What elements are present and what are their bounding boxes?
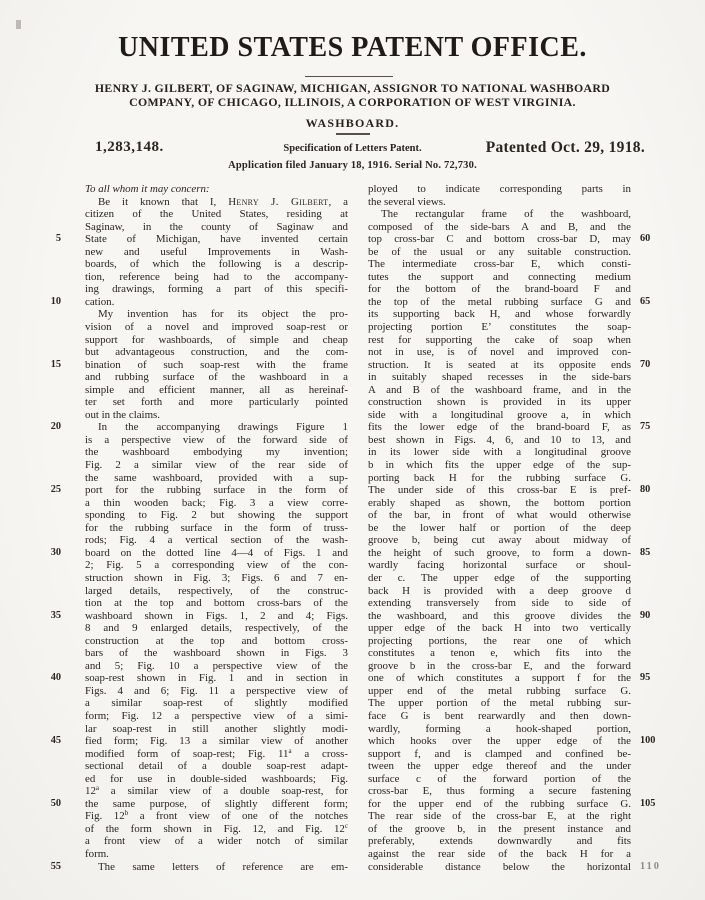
text-line: [50, 295, 348, 309]
text-line: [85, 710, 348, 723]
text-line: [368, 421, 651, 434]
text-line-content: for the bottom of the brand-board F and: [368, 283, 631, 296]
text-line: [85, 221, 348, 234]
text-line-content: the washboard, and this groove divides the: [368, 609, 631, 622]
text-line-content: tion at the top and bottom cross-bars of the: [85, 597, 348, 610]
text-line-content: construction at the top and bottom cross-: [85, 634, 348, 647]
text-line-content: projecting portions, the rear one of which: [368, 634, 631, 647]
text-line: [85, 685, 348, 698]
text-line: [50, 358, 348, 372]
text-line-content: ployed to indicate corresponding parts in: [368, 183, 631, 195]
text-line-content: bination of such soap-rest with the frame: [85, 358, 348, 371]
text-line-content: washboard shown in Figs. 1, 2 and 4; Figs.: [85, 609, 348, 622]
text-line-content: The rear side of the cross-bar E, at the right: [368, 810, 631, 823]
line-number: 15: [50, 358, 61, 370]
text-line: [368, 546, 651, 560]
text-line: [55, 233, 348, 246]
text-line: [368, 723, 631, 736]
text-line-content: upper edge of the back H into two vertically: [368, 622, 631, 635]
text-line-content: The rectangular frame of the washboard,: [381, 208, 631, 221]
text-line-content: ed for use in double-sided washboards; Fig.: [85, 772, 348, 785]
line-number: 100: [640, 735, 656, 747]
specification-label: Specification of Letters Patent.: [283, 143, 422, 154]
line-number: 105: [640, 797, 656, 809]
text-line-content: construction shown is provided in its upper: [368, 396, 631, 409]
text-line: [85, 597, 348, 610]
text-line-content: a thin wooden back; Fig. 3 a view corre-: [85, 496, 348, 509]
text-line: [368, 334, 631, 347]
text-line: [368, 396, 631, 409]
text-line: [85, 823, 348, 836]
text-line-content: face G is bent rearwardly and then down-: [368, 709, 631, 722]
text-line: [368, 835, 631, 848]
text-line-content: Be it known that I, Henry J. Gilbert, a: [98, 195, 348, 208]
text-line-content: for the rubbing surface in the form of truss-: [85, 521, 348, 534]
patented-date: Patented Oct. 29, 1918.: [485, 139, 645, 156]
text-line-content: rods; Fig. 4 a vertical section of the wash-: [85, 534, 348, 547]
text-line-content: groove b, being cut away about midway of: [368, 534, 631, 547]
text-line-content: My invention has for its object the pro-: [98, 308, 348, 321]
text-line-content: simple and efficient manner, all as hereinaf-: [85, 383, 348, 396]
text-line-content: the washboard embodying my invention;: [85, 446, 348, 459]
text-line: [50, 735, 348, 748]
text-line: [368, 295, 651, 309]
text-line-content: upper end of the metal rubbing surface G.: [368, 684, 631, 697]
text-line-content: the height of such groove, to form a down-: [368, 546, 631, 559]
line-number: 35: [50, 609, 61, 621]
text-line-content: in suitably shaped recesses in the side-bars: [368, 371, 631, 384]
text-line-content: back H is provided with a deep groove d: [368, 584, 631, 597]
text-line-content: against the rear side of the back H for a: [368, 847, 631, 860]
text-line: [368, 271, 631, 284]
text-line: [368, 283, 631, 296]
text-line-content: fied form; Fig. 13 a similar view of another: [85, 735, 348, 748]
line-number: 110: [640, 860, 661, 872]
text-line-content: projecting portion E’ constitutes the soap-: [368, 321, 631, 334]
text-line-content: of the groove b, in the present instance and: [368, 822, 631, 835]
text-line-content: lar soap-rest in still another slightly modi-: [85, 722, 348, 735]
text-line-content: board on the dotted line 4—4 of Figs. 1 and: [85, 546, 348, 559]
text-line-content: not in use, is of novel and improved con-: [368, 346, 631, 359]
grant-line-2: COMPANY, OF CHICAGO, ILLINOIS, A CORPORATION OF WEST VIRGINIA.: [129, 94, 576, 109]
text-line-content: composed of the side-bars A and B, and the: [368, 220, 631, 233]
text-line-content: A and B of the washboard frame, and in the: [368, 383, 631, 396]
text-line-content: groove b in the cross-bar E, and the forward: [368, 659, 631, 672]
text-line-content: The upper portion of the metal rubbing sur-: [368, 697, 631, 710]
text-line-content: tutes the support and connecting medium: [368, 270, 631, 283]
text-line-content: in its lower side with a longitudinal groove: [368, 446, 631, 459]
text-line: [368, 622, 631, 635]
text-line-content: but advantageous construction, and the com-: [85, 346, 348, 359]
text-line: [368, 459, 631, 472]
text-line: [368, 434, 631, 447]
text-line: [85, 848, 348, 861]
text-line: [368, 635, 631, 648]
text-line: [50, 484, 348, 497]
text-line-content: porting back H for the rubbing surface G.: [368, 471, 631, 484]
text-line-content: larged details, respectively, of the construc-: [85, 584, 348, 597]
text-line: [85, 384, 348, 397]
text-line: [368, 497, 631, 510]
text-line: [85, 497, 348, 510]
line-number: 60: [640, 233, 651, 245]
text-line-content: the same purpose, of slightly different form;: [85, 797, 348, 810]
text-line-content: struction shown in Fig. 3; Figs. 6 and 7 en-: [85, 571, 348, 584]
line-number: 30: [50, 546, 61, 558]
text-line-content: modified form of soap-rest; Fig. 11$^a$ a cross-: [85, 746, 348, 760]
text-line: [85, 572, 348, 585]
line-number: 50: [50, 797, 61, 809]
invention-title: WASHBOARD.: [305, 116, 400, 130]
text-line: [85, 760, 348, 773]
text-line: [50, 672, 348, 685]
text-line: [85, 559, 348, 572]
text-line-content: 12$^a$ a similar view of a double soap-rest, for: [85, 784, 348, 798]
line-number: 45: [50, 735, 61, 747]
text-line: [368, 221, 631, 234]
text-line-content: be the lower half or portion of the deep: [368, 521, 631, 534]
text-line: [85, 472, 348, 485]
text-line-content: is a perspective view of the forward side of: [85, 433, 348, 446]
text-line: [368, 710, 631, 723]
text-line-content: fits the lower edge of the brand-board F, as: [368, 421, 631, 434]
text-line-content: vision of a novel and improved soap-rest or: [85, 321, 348, 334]
text-line-content: the top of the metal rubbing surface G and: [368, 295, 631, 308]
text-line: [85, 346, 348, 359]
text-line: [368, 697, 631, 710]
text-line-content: Figs. 4 and 6; Fig. 11 a perspective view of: [85, 684, 348, 697]
text-line-content: erably shaped as shown, the bottom portion: [368, 496, 631, 509]
text-line: [368, 233, 651, 246]
text-line-content: be of the usual or any suitable construction.: [368, 245, 631, 258]
text-line: [368, 308, 631, 321]
text-line: [85, 660, 348, 673]
text-line-content: 2; Fig. 5 a corresponding view of the con-: [85, 559, 348, 572]
text-line: [368, 484, 651, 497]
text-line: [368, 685, 631, 698]
text-line: [50, 860, 348, 874]
text-line-content: Fig. 12$^b$ a front view of one of the notches: [85, 809, 348, 823]
text-line-content: top cross-bar C and bottom cross-bar D, may: [368, 233, 631, 246]
text-line: [368, 371, 631, 384]
text-line-content: of the form shown in Fig. 12, and Fig. 12$^c$: [85, 821, 348, 835]
text-line-content: and 5; Fig. 10 a perspective view of the: [85, 659, 348, 672]
text-line-content: ter set forth and more particularly pointed: [85, 396, 348, 409]
text-line: [368, 660, 631, 673]
text-line-content: ing drawings, forming a part of this specifi-: [85, 283, 348, 296]
text-line-content: and rubbing surface of the washboard in a: [85, 371, 348, 384]
text-line: [368, 346, 631, 359]
text-line: [85, 748, 348, 761]
text-line-content: struction. It is seated at its opposite ends: [368, 358, 631, 371]
text-line: [368, 472, 631, 485]
text-line: [85, 196, 348, 209]
text-line: [85, 773, 348, 786]
text-line-content: side with a longitudinal groove a, in which: [368, 408, 631, 421]
text-line: [85, 785, 348, 798]
text-line: [85, 371, 348, 384]
text-line-content: citizen of the United States, residing at: [85, 208, 348, 221]
text-line-content: b in which fits the upper edge of the sup-: [368, 459, 631, 472]
text-line-content: The intermediate cross-bar E, which consti-: [368, 258, 631, 271]
text-line: [368, 384, 631, 397]
text-line: [85, 522, 348, 535]
application-line: Application filed January 18, 1916. Serial No. 72,730.: [228, 160, 477, 171]
text-line-content: The same letters of reference are em-: [98, 860, 348, 873]
text-line: [368, 358, 651, 372]
text-line: [368, 585, 631, 598]
text-column-right: [368, 183, 661, 873]
text-line-content: support f, and is clamped and confined be-: [368, 747, 631, 760]
text-line-content: State of Michigan, have invented certain: [85, 233, 348, 246]
text-line: [368, 572, 631, 585]
text-line-content: the same washboard, provided with a sup-: [85, 471, 348, 484]
text-line: [368, 258, 631, 271]
text-line: [50, 546, 348, 560]
text-line-content: Fig. 2 a similar view of the rear side of: [85, 459, 348, 472]
text-line: [368, 748, 631, 761]
text-line-content: tion, reference being had to the accompany-: [85, 270, 348, 283]
grant-line-1: HENRY J. GILBERT, OF SAGINAW, MICHIGAN, ASSIGNOR TO NATIONAL WASHBOARD: [94, 81, 611, 95]
text-line: [368, 196, 631, 209]
line-number: 95: [640, 672, 651, 684]
text-line: [368, 321, 631, 334]
text-line: [85, 635, 348, 648]
text-line: [50, 609, 348, 623]
line-number: 40: [50, 672, 61, 684]
text-line: [368, 246, 631, 259]
text-line-content: wardly facing horizontal surface or shoul-: [368, 559, 631, 572]
text-line-content: port for the rubbing surface in the form of: [85, 484, 348, 497]
line-number: 70: [640, 358, 651, 370]
line-number: 10: [50, 295, 61, 307]
text-line: [85, 697, 348, 710]
text-line: [368, 797, 656, 811]
text-line: [368, 773, 631, 786]
text-line-content: of the bar, in front of what would otherwise: [368, 509, 631, 522]
text-line: [85, 183, 348, 196]
text-line: [368, 823, 631, 836]
text-line-content: surface c of the forward portion of the: [368, 772, 631, 785]
text-line: [85, 446, 348, 459]
text-line-content: tween the upper edge thereof and the under: [368, 760, 631, 773]
patent-number: 1,283,148.: [95, 139, 164, 155]
text-line: [368, 785, 631, 798]
text-line-content: cross-bar E, thus forming a secure fastening: [368, 785, 631, 798]
text-line: [85, 434, 348, 447]
text-line: [368, 522, 631, 535]
text-line-content: support for washboards, of simple and cheap: [85, 333, 348, 346]
text-line: [85, 396, 348, 409]
text-line-content: sectional detail of a double soap-rest adapt-: [85, 760, 348, 773]
text-line: [85, 308, 348, 321]
patent-meta-row: [60, 139, 645, 159]
text-line: [85, 258, 348, 271]
line-number: 90: [640, 609, 651, 621]
text-line-content: new and useful Improvements in Wash-: [85, 245, 348, 258]
text-line-content: considerable distance below the horizontal: [368, 860, 631, 873]
title-divider-rule: [305, 76, 393, 77]
text-line: [85, 321, 348, 334]
text-line-content: best shown in Figs. 4, 6, and 10 to 13, and: [368, 433, 631, 446]
text-line-content: form.: [85, 847, 109, 860]
text-line: [368, 559, 631, 572]
line-number: 65: [640, 295, 651, 307]
text-line: [85, 271, 348, 284]
line-number: 85: [640, 546, 651, 558]
text-line-content: the several views.: [368, 195, 446, 208]
text-line-content: 8 and 9 enlarged details, respectively, of the: [85, 622, 348, 635]
text-line: [368, 208, 631, 221]
line-number: 20: [50, 421, 61, 433]
text-line: [85, 459, 348, 472]
text-line: [368, 534, 631, 547]
text-line: [368, 509, 631, 522]
text-line-content: its supporting back H, and whose forwardly: [368, 308, 631, 321]
text-line: [85, 647, 348, 660]
text-line: [50, 421, 348, 434]
text-line-content: cation.: [85, 295, 115, 308]
text-line: [85, 534, 348, 547]
text-line-content: out in the claims.: [85, 408, 161, 421]
scan-artifact: [16, 20, 21, 29]
text-line-content: To all whom it may concern:: [85, 183, 210, 195]
text-line-content: which hooks over the upper edge of the: [368, 735, 631, 748]
line-number: 75: [640, 421, 651, 433]
text-line: [368, 446, 631, 459]
text-line-content: bars of the washboard shown in Figs. 3: [85, 647, 348, 660]
text-line: [368, 409, 631, 422]
text-line: [368, 760, 631, 773]
text-line-content: The under side of this cross-bar E is pref-: [368, 484, 631, 497]
text-line: [368, 848, 631, 861]
text-line: [85, 283, 348, 296]
grant-statement: [40, 82, 665, 109]
text-line-content: sponding to Fig. 2 but showing the support: [85, 509, 348, 522]
text-line-content: preferably, extends downwardly and fits: [368, 835, 631, 848]
text-line-content: wardly, forming a hook-shaped portion,: [368, 722, 631, 735]
text-line-content: a front view of a wider notch of similar: [85, 835, 348, 848]
text-line: [85, 509, 348, 522]
invention-divider-rule: [336, 133, 370, 135]
line-number: 55: [50, 860, 61, 872]
text-line: [368, 735, 656, 748]
text-line: [368, 860, 661, 874]
text-line: [85, 246, 348, 259]
text-line-content: der c. The upper edge of the supporting: [368, 571, 631, 584]
text-line-content: boards, of which the following is a descrip-: [85, 258, 348, 271]
text-line: [85, 723, 348, 736]
text-line: [368, 597, 631, 610]
text-line: [85, 585, 348, 598]
text-line-content: a similar soap-rest of slightly modified: [85, 697, 348, 710]
text-line: [85, 409, 348, 422]
text-line: [368, 183, 631, 196]
page-title: UNITED STATES PATENT OFFICE.: [118, 32, 587, 63]
text-line-content: Saginaw, in the county of Saginaw and: [85, 220, 348, 233]
text-line: [85, 334, 348, 347]
text-line: [368, 647, 631, 660]
line-number: 80: [640, 484, 651, 496]
text-line: [368, 672, 651, 685]
text-line: [368, 810, 631, 823]
text-line: [85, 622, 348, 635]
text-line-content: for the upper end of the rubbing surface G.: [368, 797, 631, 810]
text-line-content: extending transversely from side to side of: [368, 597, 631, 610]
text-line: [85, 835, 348, 848]
text-line-content: form; Fig. 12 a perspective view of a simi-: [85, 709, 348, 722]
text-line-content: constitutes a tenon e, which fits into the: [368, 647, 631, 660]
text-line-content: soap-rest shown in Fig. 1 and in section in: [85, 672, 348, 685]
text-line-content: one of which constitutes a support f for the: [368, 672, 631, 685]
line-number: 5: [55, 233, 61, 245]
line-number: 25: [50, 484, 61, 496]
text-line: [368, 609, 651, 623]
text-line-content: rest for supporting the cake of soap when: [368, 333, 631, 346]
text-line-content: In the accompanying drawings Figure 1: [98, 421, 348, 434]
text-column-left: [50, 183, 348, 873]
text-line: [85, 208, 348, 221]
text-line: [85, 810, 348, 823]
